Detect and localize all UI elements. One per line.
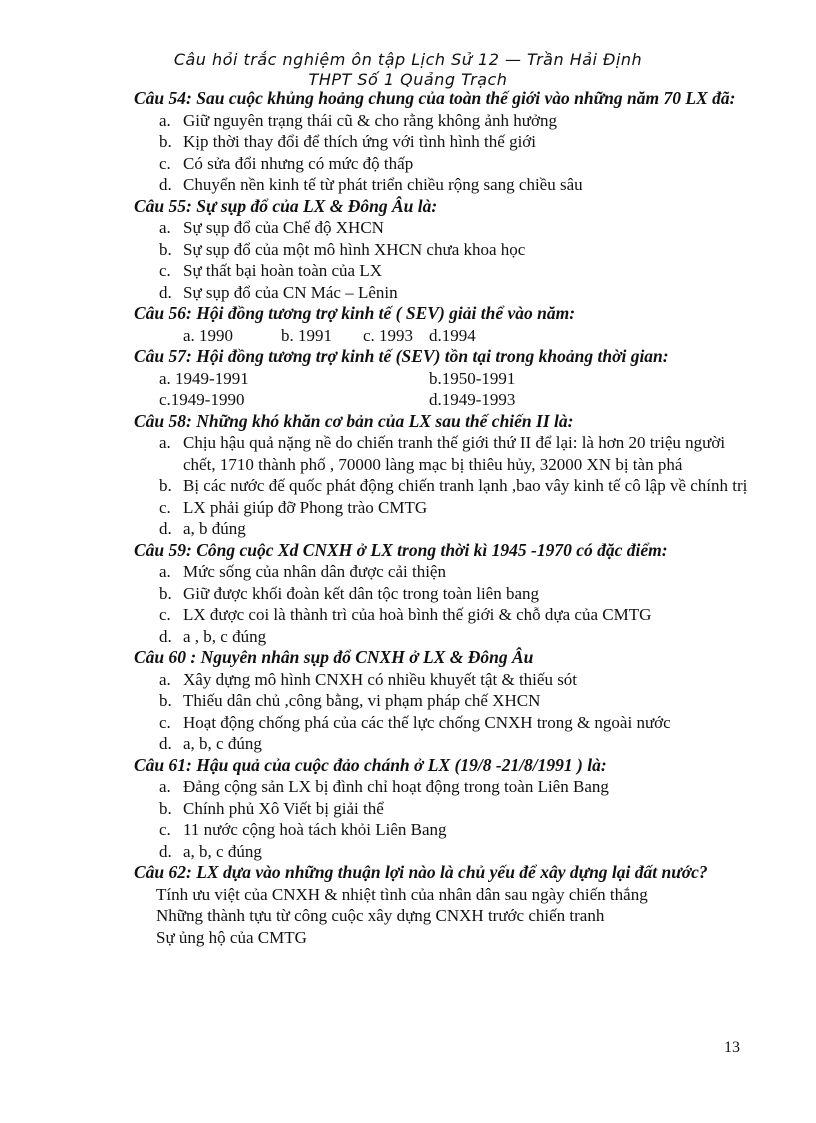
option-57-b: b.1950-1991 xyxy=(429,368,516,388)
page-header-title: Câu hỏi trắc nghiệm ôn tập Lịch Sử 12 — Trần Hải Định xyxy=(173,50,643,69)
question-60: Câu 60 : Nguyên nhân sụp đổ CNXH ở LX & Đông Âu xyxy=(134,647,534,667)
option-56-c: c. 1993 xyxy=(363,325,414,345)
question-59: Câu 59: Công cuộc Xd CNXH ở LX trong thời kì 1945 -1970 có đặc điểm: xyxy=(134,539,668,560)
option-60-b: b. Thiếu dân chủ ,công bằng, vi phạm pháp chế XHCN xyxy=(159,691,541,710)
question-54: Câu 54: Sau cuộc khủng hoảng chung của toàn thế giới vào những năm 70 LX đã: xyxy=(134,88,736,108)
answer-62-line-3: Sự ủng hộ của CMTG xyxy=(156,927,307,947)
options-60 xyxy=(134,669,754,755)
question-62: Câu 62: LX dựa vào những thuận lợi nào là chủ yếu để xây dựng lại đất nước? xyxy=(134,862,708,882)
option-54-a: a. Giữ nguyên trạng thái cũ & cho rằng không ảnh hưởng xyxy=(159,110,557,130)
option-54-c: c. Có sửa đổi nhưng có mức độ thấp xyxy=(159,153,414,173)
option-54-b: b. Kịp thời thay đổi để thích ứng với tình hình thế giới xyxy=(159,132,537,151)
option-59-b: b. Giữ được khối đoàn kết dân tộc trong toàn liên bang xyxy=(159,583,540,603)
option-55-d: d. Sự sụp đổ của CN Mác – Lênin xyxy=(159,282,398,302)
option-57-c: c.1949-1990 xyxy=(159,390,245,409)
option-58-d: d. a, b đúng xyxy=(159,519,246,538)
option-59-a: a. Mức sống của nhân dân được cải thiện xyxy=(159,562,446,581)
option-58-c: c. LX phải giúp đỡ Phong trào CMTG xyxy=(159,497,428,517)
option-55-b: b. Sự sụp đổ của một mô hình XHCN chưa khoa học xyxy=(159,239,526,259)
option-61-c: c. 11 nước cộng hoà tách khỏi Liên Bang xyxy=(159,820,447,839)
option-56-a: a. 1990 xyxy=(183,325,234,345)
option-61-b: b. Chính phủ Xô Viết bị giải thể xyxy=(159,798,384,818)
options-59 xyxy=(134,561,754,647)
option-56-d: d.1994 xyxy=(429,325,476,345)
option-54-d: d. Chuyển nền kinh tế từ phát triển chiều rộng sang chiều sâu xyxy=(159,175,583,194)
question-57: Câu 57: Hội đồng tương trợ kinh tế (SEV) tồn tại trong khoảng thời gian: xyxy=(134,346,669,366)
question-56: Câu 56: Hội đồng tương trợ kinh tế ( SEV) giải thể vào năm: xyxy=(134,303,576,323)
page-number: 13 xyxy=(724,1039,740,1056)
option-56-b: b. 1991 xyxy=(281,325,332,345)
option-60-d: d. a, b, c đúng xyxy=(159,734,262,753)
options-54 xyxy=(134,110,754,196)
question-list xyxy=(134,88,754,948)
option-60-a: a. Xây dựng mô hình CNXH có nhiều khuyết tật & thiếu sót xyxy=(159,669,578,689)
options-55 xyxy=(134,217,754,303)
options-61 xyxy=(134,776,754,862)
option-58-a: a. Chịu hậu quả nặng nề do chiến tranh thế giới thứ II để lại: là hơn 20 triệu người chết, 1710 thành phố , 70000 làng mạc bị thiêu hủy, 32000 XN bị tàn phá xyxy=(159,433,726,474)
option-60-c: c. Hoạt động chống phá của các thế lực chống CNXH trong & ngoài nước xyxy=(159,712,671,732)
option-55-a: a. Sự sụp đổ của Chế độ XHCN xyxy=(159,218,384,237)
options-57 xyxy=(134,368,754,411)
option-59-c: c. LX được coi là thành trì của hoà bình thế giới & chỗ dựa của CMTG xyxy=(159,605,652,624)
option-61-a: a. Đảng cộng sản LX bị đình chỉ hoạt động trong toàn Liên Bang xyxy=(159,777,609,796)
options-56 xyxy=(134,325,754,347)
answer-62-line-1: Tính ưu việt của CNXH & nhiệt tình của nhân dân sau ngày chiến thắng xyxy=(156,884,648,904)
option-58-b: b. Bị các nước đế quốc phát động chiến tranh lạnh ,bao vây kinh tế cô lập về chính trị xyxy=(159,476,748,495)
question-55: Câu 55: Sự sụp đổ của LX & Đông Âu là: xyxy=(134,195,438,216)
question-58: Câu 58: Những khó khăn cơ bản của LX sau thế chiến II là: xyxy=(134,410,574,431)
answer-62-line-2: Những thành tựu từ công cuộc xây dựng CNXH trước chiến tranh xyxy=(156,906,605,925)
page-header-school: THPT Số 1 Quảng Trạch xyxy=(308,70,508,89)
option-61-d: d. a, b, c đúng xyxy=(159,841,262,861)
option-55-c: c. Sự thất bại hoàn toàn của LX xyxy=(159,261,382,280)
options-58 xyxy=(134,432,754,540)
option-57-a: a. 1949-1991 xyxy=(159,368,249,388)
option-59-d: d. a , b, c đúng xyxy=(159,626,267,646)
question-61: Câu 61: Hậu quả của cuộc đảo chánh ở LX (19/8 -21/8/1991 ) là: xyxy=(134,754,607,775)
option-57-d: d.1949-1993 xyxy=(429,390,516,409)
